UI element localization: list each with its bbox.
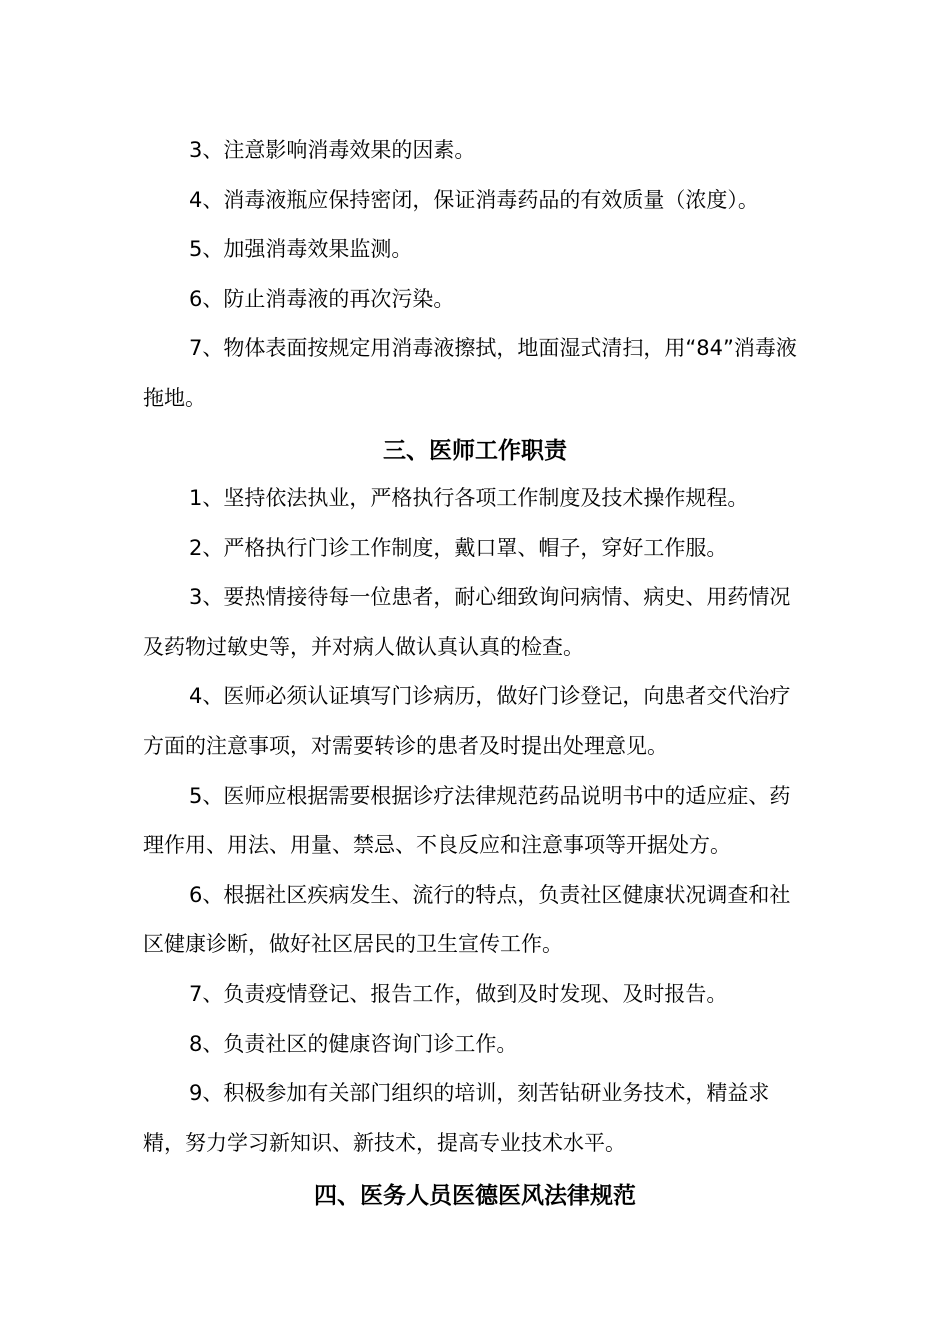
list-item: 4、消毒液瓶应保持密闭，保证消毒药品的有效质量（浓度）。: [189, 187, 759, 212]
section-heading-medical-ethics: 四、医务人员医德医风法律规范: [314, 1183, 636, 1209]
disinfection-list: [143, 126, 808, 424]
list-item: 4、医师必须认证填写门诊病历，做好门诊登记，向患者交代治疗方面的注意事项，对需要转诊的患者及时提出处理意见。: [143, 684, 791, 758]
list-item: 7、物体表面按规定用消毒液擦拭，地面湿式清扫，用“84”消毒液拖地。: [143, 336, 797, 410]
list-item: 3、注意影响消毒效果的因素。: [189, 138, 476, 162]
list-item: 5、医师应根据需要根据诊疗法律规范药品说明书中的适应症、药理作用、用法、用量、禁忌、不良反应和注意事项等开据处方。: [143, 783, 791, 858]
list-item: 1、坚持依法执业，严格执行各项工作制度及技术操作规程。: [189, 486, 749, 510]
list-item: 2、严格执行门诊工作制度，戴口罩、帽子，穿好工作服。: [189, 535, 728, 560]
list-item: 7、负责疫情登记、报告工作，做到及时发现、及时报告。: [189, 981, 728, 1006]
list-item: 8、负责社区的健康咨询门诊工作。: [189, 1031, 518, 1056]
list-item: 5、加强消毒效果监测。: [189, 237, 413, 262]
list-item: 6、防止消毒液的再次污染。: [189, 286, 455, 311]
list-item: 9、积极参加有关部门组织的培训，刻苦钻研业务技术，精益求精，努力学习新知识、新技术，提高专业技术水平。: [143, 1081, 770, 1155]
section-heading-physician-duties: 三、医师工作职责: [383, 438, 567, 464]
physician-duties-list: [143, 474, 808, 1168]
list-item: 3、要热情接待每一位患者，耐心细致询问病情、病史、用药情况及药物过敏史等，并对病人做认真认真的检查。: [143, 585, 791, 659]
list-item: 6、根据社区疾病发生、流行的特点，负责社区健康状况调查和社区健康诊断，做好社区居民的卫生宣传工作。: [143, 882, 791, 957]
